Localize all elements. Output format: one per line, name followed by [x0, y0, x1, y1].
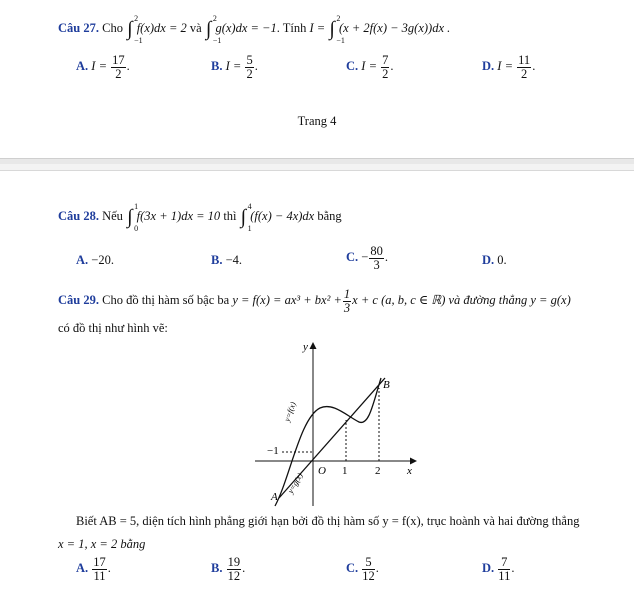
- q28-option-a[interactable]: A. −20.: [76, 253, 114, 267]
- q28-tail: bằng: [317, 208, 342, 223]
- integral-sign-3: ∫ 2 −1: [329, 14, 345, 45]
- q27-option-d[interactable]: D. I = $\frac{11}{2}$ .: [482, 53, 536, 81]
- integral-sign-2: ∫ 2 −1: [205, 14, 222, 45]
- point-b-label: B: [383, 379, 390, 391]
- q27-integral-f: f(x)dx = 2: [136, 20, 187, 35]
- point-a-label: A: [271, 491, 278, 503]
- q29-statement: Câu 29. Cho đồ thị hàm số bậc ba y = f(x) = ax³ + bx² + $\frac{1}{3}$ x + c (a, b, c ∈ ℝ) và đường thẳng y = g(x): [58, 287, 571, 315]
- integral-sign-1: ∫ 2 −1: [127, 14, 143, 45]
- q29-graph: [255, 338, 430, 508]
- q27-integral-g: g(x)dx = −1: [215, 20, 277, 35]
- tick-x1-label: 1: [342, 465, 348, 477]
- origin-label: O: [318, 465, 326, 477]
- q28-option-b[interactable]: B. −4.: [211, 253, 243, 267]
- q27-integral-main: (x + 2f(x) − 3g(x))dx .: [338, 20, 451, 35]
- line-g-label: y=g(x): [285, 471, 305, 495]
- q29-body: Biết AB = 5, diện tích hình phẳng giới hạn bởi đồ thị hàm số y = f(x), trục hoành và hai đường thẳng: [76, 514, 580, 528]
- q29-option-a[interactable]: A. $\frac{17}{11}$ .: [76, 555, 111, 583]
- q27-option-b[interactable]: B. I = $\frac{5}{2}$ .: [211, 53, 258, 81]
- q29-option-b[interactable]: B. $\frac{19}{12}$ .: [211, 555, 246, 583]
- q28-integral-2: (f(x) − 4x)dx: [250, 208, 315, 223]
- q28-option-c[interactable]: C. − $\frac{80}{3}$ .: [346, 244, 388, 272]
- x-axis-label: x: [407, 465, 412, 477]
- q29-option-c[interactable]: C. $\frac{5}{12}$ .: [346, 555, 379, 583]
- q28-label: Câu 28.: [58, 208, 99, 223]
- q27-and: và: [189, 20, 202, 35]
- tick-y-label: −1: [267, 445, 279, 457]
- tick-x2-label: 2: [375, 465, 381, 477]
- page-number: Trang 4: [297, 114, 337, 128]
- integral-sign-5: ∫ 4 1: [240, 202, 252, 233]
- integral-sign-4: ∫ 1 0: [127, 202, 139, 233]
- q27-label: Câu 27.: [58, 20, 99, 35]
- q27-statement: [58, 14, 451, 45]
- q27-target: I =: [309, 20, 326, 35]
- q28-integral-1: f(3x + 1)dx = 10: [136, 208, 221, 223]
- q27-compute: . Tính: [276, 20, 307, 35]
- page-divider-shadow: [0, 164, 634, 171]
- y-axis-label: y: [303, 341, 308, 353]
- q29-line2: có đồ thị như hình vẽ:: [58, 321, 168, 335]
- q28-option-d[interactable]: D. 0.: [482, 253, 507, 267]
- curve-f-label: y=f(x): [282, 400, 298, 423]
- q27-option-c[interactable]: C. I = $\frac{7}{2}$ .: [346, 53, 394, 81]
- q28-statement: [58, 202, 342, 233]
- q29-body2: x = 1, x = 2 bằng: [58, 537, 146, 551]
- q29-option-d[interactable]: D. $\frac{7}{11}$ .: [482, 555, 515, 583]
- q28-lead: Nếu: [102, 208, 123, 223]
- q28-then: thì: [223, 208, 237, 223]
- q27-lead: Cho: [102, 20, 123, 35]
- q27-option-a[interactable]: A. I = $\frac{17}{2}$ .: [76, 53, 130, 81]
- q29-label: Câu 29.: [58, 292, 99, 307]
